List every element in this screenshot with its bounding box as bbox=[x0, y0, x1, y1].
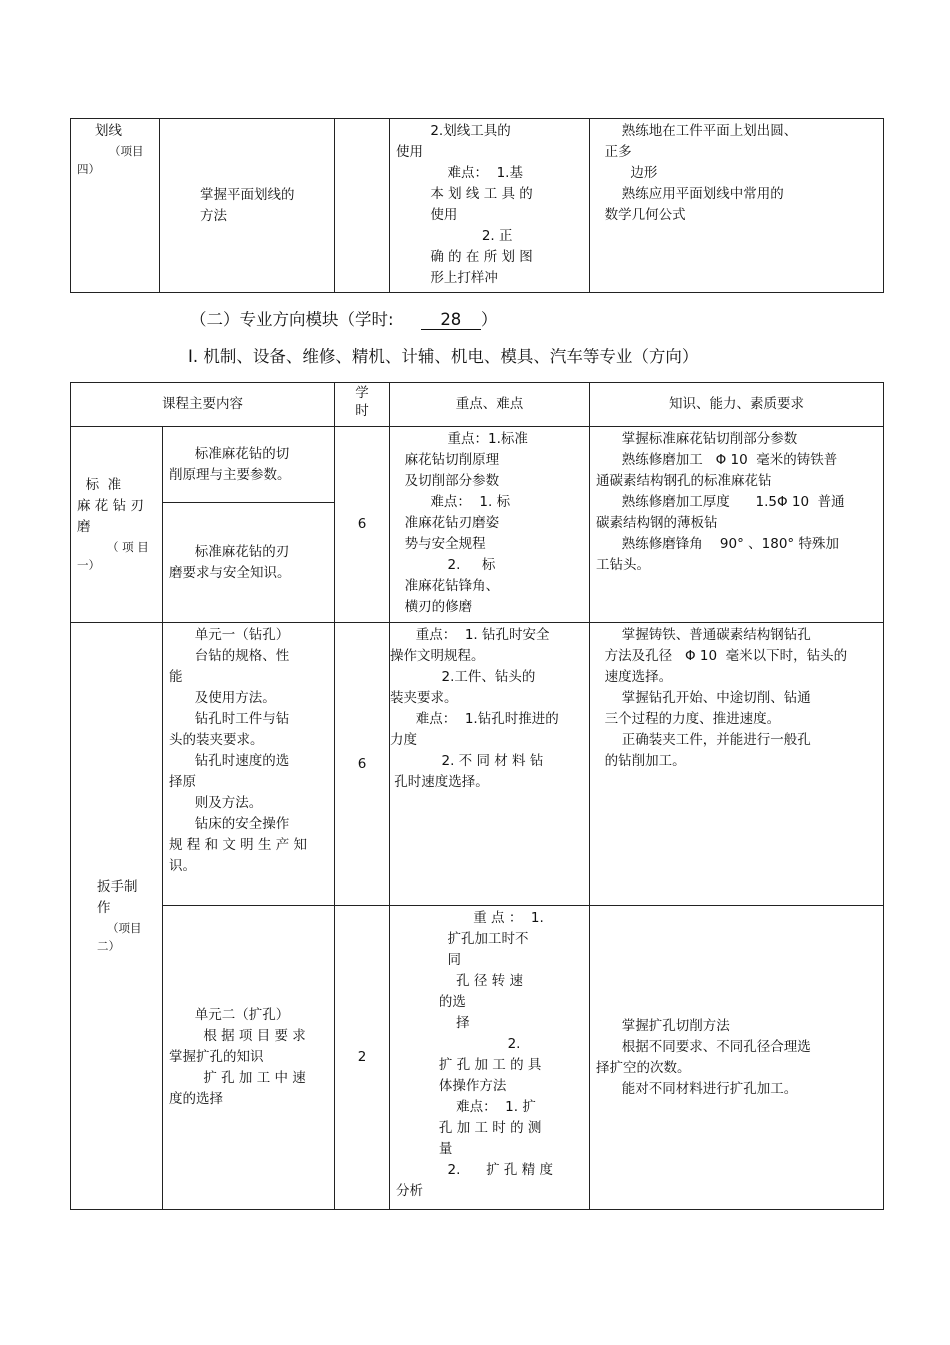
keypoint-line: 扩孔加工时不 bbox=[396, 931, 529, 947]
top-hours-cell bbox=[335, 119, 390, 293]
requirement-line: 掌握标准麻花钻切削部分参数 bbox=[596, 431, 798, 447]
keypoint-line: 装夹要求。 bbox=[390, 690, 458, 706]
project2-cell bbox=[71, 623, 163, 1210]
main-table bbox=[70, 382, 884, 1210]
keypoint-line: 孔 加 工 时 的 测 bbox=[396, 1120, 542, 1136]
project1-content-a bbox=[163, 427, 335, 503]
project-title-line: 磨 bbox=[77, 519, 91, 535]
top-content-cell bbox=[160, 119, 335, 293]
content-line: 台钻的规格、性 bbox=[169, 648, 290, 664]
content-line: 及使用方法。 bbox=[169, 690, 276, 706]
requirement-line: 熟练修磨锋角 90° 、180° 特殊加 bbox=[596, 536, 839, 552]
project-title-line: 作 bbox=[97, 900, 111, 916]
requirement-line: 熟练修磨加工 Φ 10 毫米的铸铁普 bbox=[596, 452, 838, 468]
project2-unit1-content bbox=[163, 623, 335, 906]
project1-hours: 6 bbox=[335, 427, 390, 623]
keypoint-line: 操作文明规程。 bbox=[390, 648, 485, 664]
keypoint-line: 重点： 1. 钻孔时安全 bbox=[390, 627, 550, 643]
keypoint-line: 2.划线工具的 bbox=[396, 123, 511, 139]
content-line: 单元一（钻孔） bbox=[169, 627, 290, 643]
top-project-sub-2: 四） bbox=[77, 162, 100, 176]
header-requirements: 知识、能力、素质要求 bbox=[590, 383, 884, 427]
keypoint-line: 2. 正 bbox=[396, 228, 513, 244]
project-title-line: 标 准 bbox=[77, 477, 122, 493]
requirement-line: 掌握扩孔切削方法 bbox=[596, 1017, 730, 1034]
keypoint-line: 准麻花钻锋角、 bbox=[396, 578, 500, 594]
keypoint-line: 重 点 ： 1. bbox=[396, 910, 544, 926]
content-line: 削原理与主要参数。 bbox=[169, 466, 291, 483]
section-title-prefix: （二）专业方向模块（学时: bbox=[190, 310, 394, 329]
section-subtitle: Ⅰ. 机制、设备、维修、精机、计辅、机电、模具、汽车等专业（方向） bbox=[188, 347, 699, 366]
requirement-line: 掌握铸铁、普通碳素结构钢钻孔 bbox=[596, 627, 811, 643]
requirement-line: 根据不同要求、不同孔径合理选 bbox=[596, 1038, 811, 1055]
header-content: 课程主要内容 bbox=[71, 383, 335, 427]
keypoint-line: 力度 bbox=[390, 732, 417, 748]
requirement-line: 数学几何公式 bbox=[596, 207, 686, 223]
keypoint-line: 难点： 1. 标 bbox=[396, 494, 511, 510]
requirement-line: 工钻头。 bbox=[596, 557, 650, 573]
keypoint-line: 2. 标 bbox=[396, 557, 496, 573]
keypoint-line: 势与安全规程 bbox=[396, 536, 486, 552]
keypoint-line: 横刃的修磨 bbox=[396, 599, 473, 615]
requirement-line: 正确装夹工件，并能进行一般孔 bbox=[596, 732, 811, 748]
keypoint-line: 2.工件、钻头的 bbox=[390, 669, 536, 685]
keypoint-line: 使用 bbox=[396, 144, 423, 160]
top-content-text: 掌握平面划线的 方法 bbox=[200, 186, 295, 224]
project2-unit2-keypoints bbox=[390, 906, 590, 1210]
project-sub-line: 二） bbox=[97, 939, 120, 953]
project-sub-line: （ 项 目 bbox=[107, 540, 149, 554]
section-hours: 28 bbox=[421, 310, 481, 330]
requirement-line: 三个过程的力度、推进速度。 bbox=[596, 711, 781, 727]
content-line: 标准麻花钻的切 bbox=[169, 445, 290, 462]
requirement-line: 熟练应用平面划线中常用的 bbox=[596, 186, 784, 202]
content-line: 扩 孔 加 工 中 速 bbox=[169, 1070, 306, 1086]
keypoint-line: 同 bbox=[396, 952, 461, 968]
project2-unit1-hours: 6 bbox=[335, 623, 390, 906]
content-line: 识。 bbox=[169, 858, 196, 874]
keypoint-line: 的选 bbox=[396, 994, 466, 1010]
section-heading bbox=[190, 306, 497, 330]
requirement-line: 方法及孔径 Φ 10 毫米以下时，钻头的 bbox=[596, 648, 848, 664]
content-line: 磨要求与安全知识。 bbox=[169, 564, 291, 581]
project1-cell bbox=[71, 427, 163, 623]
content-line: 能 bbox=[169, 669, 183, 685]
project2-unit2-hours: 2 bbox=[335, 906, 390, 1210]
requirement-line: 能对不同材料进行扩孔加工。 bbox=[596, 1080, 798, 1097]
keypoint-line: 准麻花钻刃磨姿 bbox=[396, 515, 500, 531]
keypoint-line: 2. 不 同 材 料 钻 bbox=[390, 753, 544, 769]
header-keypoints: 重点、难点 bbox=[390, 383, 590, 427]
keypoint-line: 2. bbox=[396, 1036, 521, 1052]
keypoint-line: 孔时速度选择。 bbox=[390, 774, 489, 790]
keypoint-line: 及切削部分参数 bbox=[396, 473, 500, 489]
content-line: 度的选择 bbox=[169, 1091, 223, 1107]
project2-unit1-keypoints bbox=[390, 623, 590, 906]
top-project-cell bbox=[71, 119, 160, 293]
project1-content-b bbox=[163, 503, 335, 623]
keypoint-line: 本 划 线 工 具 的 bbox=[396, 186, 533, 202]
requirement-line: 掌握钻孔开始、中途切削、钻通 bbox=[596, 690, 811, 706]
content-line: 标准麻花钻的刃 bbox=[169, 543, 290, 560]
content-line: 择原 bbox=[169, 774, 196, 790]
requirement-line: 速度选择。 bbox=[596, 669, 673, 685]
project-sub-line: 一） bbox=[77, 558, 100, 572]
project-title-line: 扳手制 bbox=[97, 879, 138, 895]
section-title-suffix: ） bbox=[480, 310, 498, 329]
requirement-line: 择扩空的次数。 bbox=[596, 1059, 691, 1076]
keypoint-line: 分析 bbox=[396, 1183, 423, 1199]
project-sub-line: （项目 bbox=[107, 921, 142, 935]
project2-unit2-content bbox=[163, 906, 335, 1210]
keypoint-line: 难点： 1.基 bbox=[396, 165, 523, 181]
project-title-line: 麻 花 钻 刃 bbox=[77, 498, 144, 514]
top-table bbox=[70, 118, 884, 293]
requirement-line: 通碳素结构钢孔的标准麻花钻 bbox=[596, 473, 772, 489]
top-project-sub-1: （项目 bbox=[109, 144, 144, 158]
keypoint-line: 2. 扩 孔 精 度 bbox=[396, 1162, 554, 1178]
requirement-line: 熟练地在工件平面上划出圆、 bbox=[596, 123, 798, 139]
keypoint-line: 形上打样冲 bbox=[396, 270, 498, 286]
content-line: 钻床的安全操作 bbox=[169, 816, 290, 832]
project1-keypoints bbox=[390, 427, 590, 623]
top-project-title: 划线 bbox=[95, 123, 122, 139]
content-line: 规 程 和 文 明 生 产 知 bbox=[169, 837, 308, 853]
header-hours-line1: 学 bbox=[355, 384, 369, 401]
top-keypoints-cell bbox=[390, 119, 590, 293]
keypoint-line: 难点： 1.钻孔时推进的 bbox=[390, 711, 559, 727]
requirement-line: 的钻削加工。 bbox=[596, 753, 686, 769]
requirement-line: 碳素结构钢的薄板钻 bbox=[596, 515, 718, 531]
keypoint-line: 量 bbox=[396, 1141, 453, 1157]
requirement-line: 边形 bbox=[596, 165, 658, 181]
keypoint-line: 择 bbox=[396, 1015, 470, 1031]
content-line: 掌握扩孔的知识 bbox=[169, 1049, 264, 1065]
keypoint-line: 难点： 1. 扩 bbox=[396, 1099, 536, 1115]
header-hours-line2: 时 bbox=[355, 402, 369, 419]
content-line: 头的装夹要求。 bbox=[169, 732, 264, 748]
project2-unit2-requirements bbox=[590, 906, 884, 1210]
requirement-line: 正多 bbox=[596, 144, 632, 160]
keypoint-line: 体操作方法 bbox=[396, 1078, 507, 1094]
content-line: 则及方法。 bbox=[169, 795, 263, 811]
keypoint-line: 孔 径 转 速 bbox=[396, 973, 523, 989]
content-line: 钻孔时速度的选 bbox=[169, 753, 290, 769]
content-line: 钻孔时工件与钻 bbox=[169, 711, 290, 727]
project2-unit1-requirements bbox=[590, 623, 884, 906]
content-line: 单元二（扩孔） bbox=[169, 1007, 290, 1023]
keypoint-line: 使用 bbox=[396, 207, 458, 223]
requirement-line: 熟练修磨加工厚度 1.5Φ 10 普通 bbox=[596, 494, 845, 510]
keypoint-line: 重点：1.标准 bbox=[396, 431, 528, 447]
content-line: 根 据 项 目 要 求 bbox=[169, 1028, 306, 1044]
keypoint-line: 确 的 在 所 划 图 bbox=[396, 249, 533, 265]
project1-requirements bbox=[590, 427, 884, 623]
keypoint-line: 扩 孔 加 工 的 具 bbox=[396, 1057, 542, 1073]
header-hours bbox=[335, 383, 390, 427]
keypoint-line: 麻花钻切削原理 bbox=[396, 452, 500, 468]
top-requirements-cell bbox=[590, 119, 884, 293]
